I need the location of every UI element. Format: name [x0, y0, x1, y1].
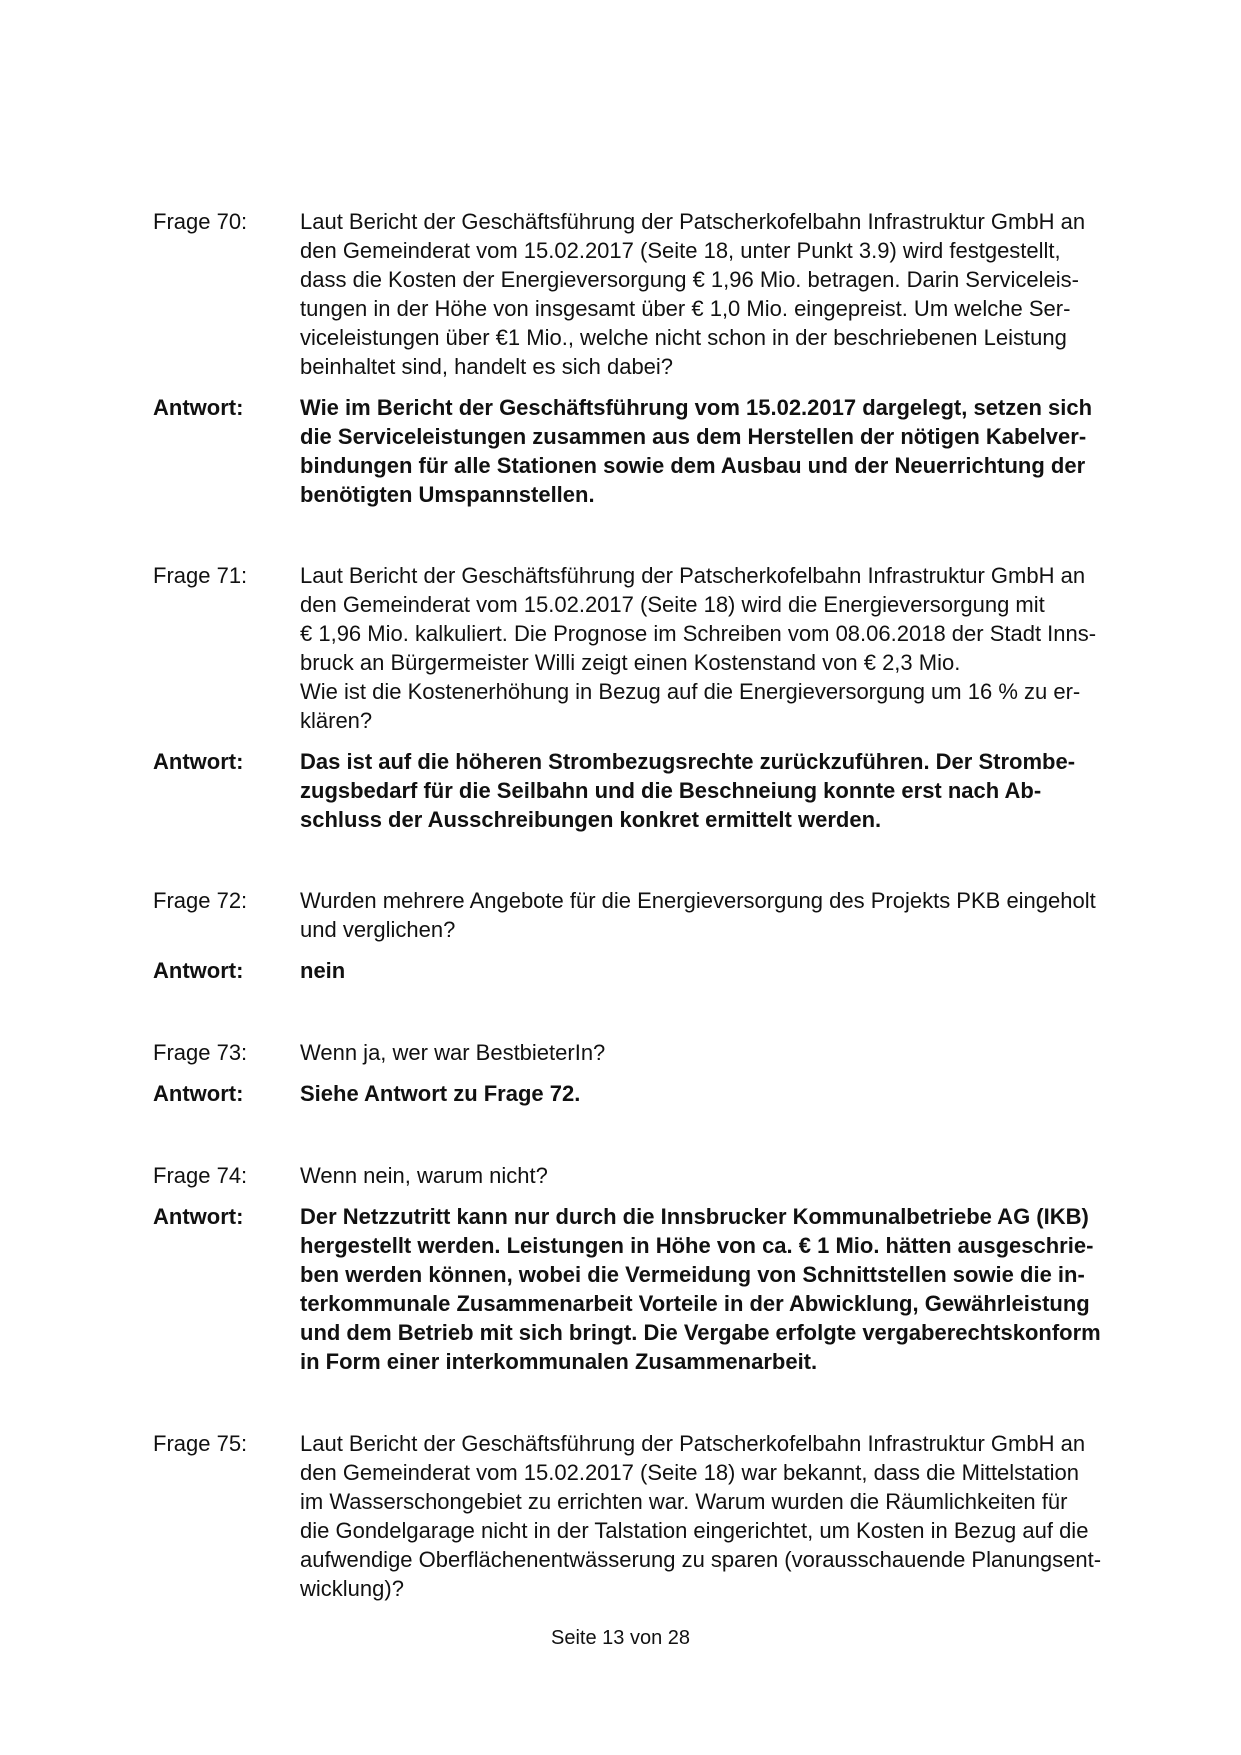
question-75 [153, 1429, 1143, 1603]
document-body [153, 207, 1143, 1603]
question-label: Frage 70: [153, 209, 248, 234]
answer-text: Der Netzzutritt kann nur durch die Innsbrucker Kommunalbetriebe AG (IKB) hergestellt werden. Leistungen in Höhe von ca. € 1 Mio. hätten ausgeschrie- ben werden können, wobei die Vermeidung von Schnittstellen sowie die in- terkommunale Zusammenarbeit Vorteile in der Abwicklung, Gewährleistung und dem Betrieb mit sich bringt. Die Vergabe erfolgte vergaberechtskonform in Form einer interkommunalen Zusammenarbeit. [300, 1204, 1101, 1374]
qa-block-72 [153, 886, 1143, 985]
qa-block-70 [153, 207, 1143, 509]
question-text: Laut Bericht der Geschäftsführung der Patscherkofelbahn Infrastruktur GmbH an den Gemeinderat vom 15.02.2017 (Seite 18) war bekannt, dass die Mittelstation im Wasserschongebiet zu errichten war. Warum wurden die Räumlichkeiten für die Gondelgarage nicht in der Talstation eingerichtet, um Kosten in Bezug auf die aufwendige Oberflächenentwässerung zu sparen (vorausschauende Planungsent- wicklung)? [300, 1431, 1102, 1601]
qa-block-73 [153, 1038, 1143, 1108]
answer-label: Antwort: [153, 749, 244, 774]
answer-70 [153, 393, 1143, 509]
question-70 [153, 207, 1143, 381]
question-text: Wenn ja, wer war BestbieterIn? [300, 1040, 606, 1065]
qa-block-74 [153, 1161, 1143, 1376]
answer-label: Antwort: [153, 395, 244, 420]
question-label: Frage 71: [153, 563, 248, 588]
qa-block-71 [153, 561, 1143, 834]
page-footer: Seite 13 von 28 [551, 1627, 690, 1649]
question-71 [153, 561, 1143, 735]
answer-text: Wie im Bericht der Geschäftsführung vom 15.02.2017 dargelegt, setzen sich die Serviceleistungen zusammen aus dem Herstellen der nötigen Kabelver- bindungen für alle Stationen sowie dem Ausbau und der Neuerrichtung der benötigten Umspannstellen. [300, 395, 1093, 507]
question-text: Laut Bericht der Geschäftsführung der Patscherkofelbahn Infrastruktur GmbH an den Gemeinderat vom 15.02.2017 (Seite 18) wird die Energieversorgung mit € 1,96 Mio. kalkuliert. Die Prognose im Schreiben vom 08.06.2018 der Stadt Inns- bruck an Bürgermeister Willi zeigt einen Kostenstand von € 2,3 Mio. Wie ist die Kostenerhöhung in Bezug auf die Energieversorgung um 16 % zu er- klären? [300, 563, 1097, 733]
question-74 [153, 1161, 1143, 1190]
question-73 [153, 1038, 1143, 1067]
answer-text: nein [300, 958, 346, 983]
answer-71 [153, 747, 1143, 834]
question-72 [153, 886, 1143, 944]
question-text: Laut Bericht der Geschäftsführung der Patscherkofelbahn Infrastruktur GmbH an den Gemeinderat vom 15.02.2017 (Seite 18, unter Punkt 3.9) wird festgestellt, dass die Kosten der Energieversorgung € 1,96 Mio. betragen. Darin Serviceleis- tungen in der Höhe von insgesamt über € 1,0 Mio. eingepreist. Um welche Ser- viceleistungen über €1 Mio., welche nicht schon in der beschriebenen Leistung beinhaltet sind, handelt es sich dabei? [300, 209, 1086, 379]
answer-label: Antwort: [153, 958, 244, 983]
question-label: Frage 75: [153, 1431, 248, 1456]
question-text: Wurden mehrere Angebote für die Energieversorgung des Projekts PKB eingeholt und verglichen? [300, 888, 1096, 942]
answer-text: Siehe Antwort zu Frage 72. [300, 1081, 581, 1106]
question-label: Frage 74: [153, 1163, 248, 1188]
question-label: Frage 72: [153, 888, 248, 913]
question-label: Frage 73: [153, 1040, 248, 1065]
answer-72 [153, 956, 1143, 985]
question-text: Wenn nein, warum nicht? [300, 1163, 548, 1188]
answer-label: Antwort: [153, 1081, 244, 1106]
answer-text: Das ist auf die höheren Strombezugsrechte zurückzuführen. Der Strombe- zugsbedarf für die Seilbahn und die Beschneiung konnte erst nach Ab- schluss der Ausschreibungen konkret ermittelt werden. [300, 749, 1076, 832]
qa-block-75 [153, 1429, 1143, 1603]
answer-73 [153, 1079, 1143, 1108]
answer-74 [153, 1202, 1143, 1376]
answer-label: Antwort: [153, 1204, 244, 1229]
